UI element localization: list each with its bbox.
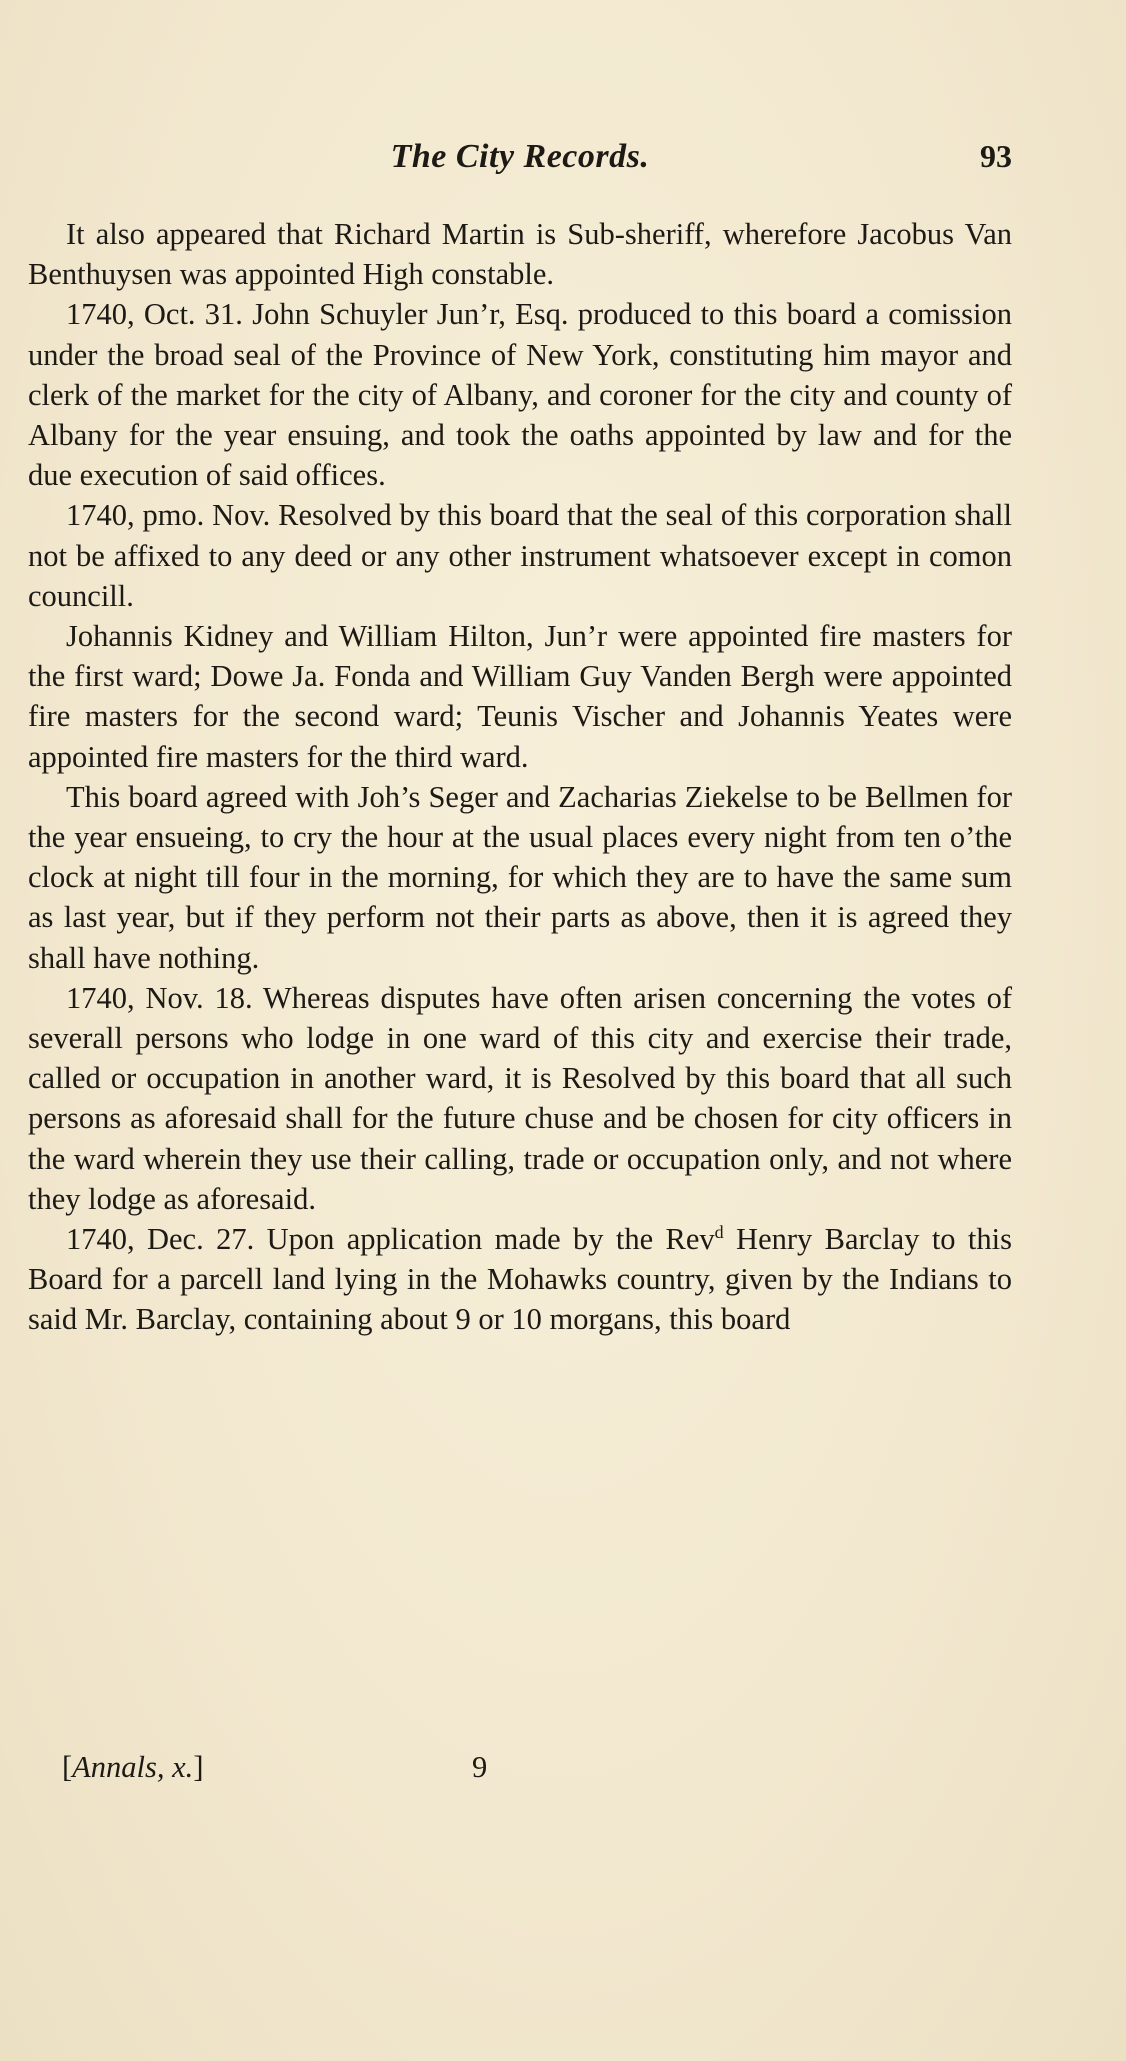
paragraph-corporation-seal: 1740, pmo. Nov. Resolved by this board that the seal of this corporation shall not be affixed to any deed or any other instrument whatsoever except in comon councill. — [28, 498, 1012, 613]
signature-number: 9 — [472, 1750, 488, 1784]
barclay-text-start: 1740, Dec. 27. Upon application made by the Rev — [66, 1222, 715, 1257]
body-text — [28, 214, 1012, 1340]
bracket-close: ] — [193, 1750, 204, 1784]
barclay-text-end: Henry Barclay to this Board for a parcell land lying in the Mohawks country, given by the Indians to said Mr. Barclay, containing about 9 or 10 morgans, this board — [28, 1222, 1012, 1337]
paragraph-fire-masters: Johannis Kidney and William Hilton, Jun’r were appointed fire masters for the first ward; Dowe Ja. Fonda and William Guy Vanden Bergh were appointed fire masters for the second ward; Teunis Vischer and Johannis Yeates were appointed fire masters for the third ward. — [28, 619, 1012, 774]
paragraph-bellmen: This board agreed with Joh’s Seger and Zacharias Ziekelse to be Bellmen for the year ensueing, to cry the hour at the usual places every night from ten o’the clock at night till four in the morning, for which they are to have the same sum as last year, but if they perform not their parts as above, then it is agreed they shall have nothing. — [28, 779, 1012, 975]
bracket-open: [ — [62, 1750, 73, 1784]
paragraph-high-constable: It also appeared that Richard Martin is Sub-sheriff, wherefore Jacobus Van Benthuysen was appointed High constable. — [28, 217, 1012, 292]
superscript-d: d — [714, 1221, 724, 1242]
signature-mark-text: Annals, x. — [72, 1750, 194, 1784]
page-header — [28, 138, 1012, 182]
page-footer — [62, 1750, 562, 1790]
signature-mark — [62, 1750, 203, 1785]
paragraph-ward-votes: 1740, Nov. 18. Whereas disputes have often arisen concerning the votes of severall persons who lodge in one ward of this city and exercise their trade, called or occupation in another ward, it is Resolved by this board that all such persons as aforesaid shall for the future chuse and be chosen for city officers in the ward wherein they use their calling, trade or occupation only, and not where they lodge as aforesaid. — [28, 980, 1012, 1216]
paragraph-barclay-land — [28, 1219, 1012, 1340]
paragraph-mayor-commission: 1740, Oct. 31. John Schuyler Jun’r, Esq. produced to this board a comission under the broad seal of the Province of New York, constituting him mayor and clerk of the market for the city of Albany, and coroner for the city and county of Albany for the year ensuing, and took the oaths appointed by law and for the due execution of said offices. — [28, 297, 1012, 493]
running-title: The City Records. — [390, 138, 650, 175]
page-number: 93 — [980, 138, 1012, 174]
